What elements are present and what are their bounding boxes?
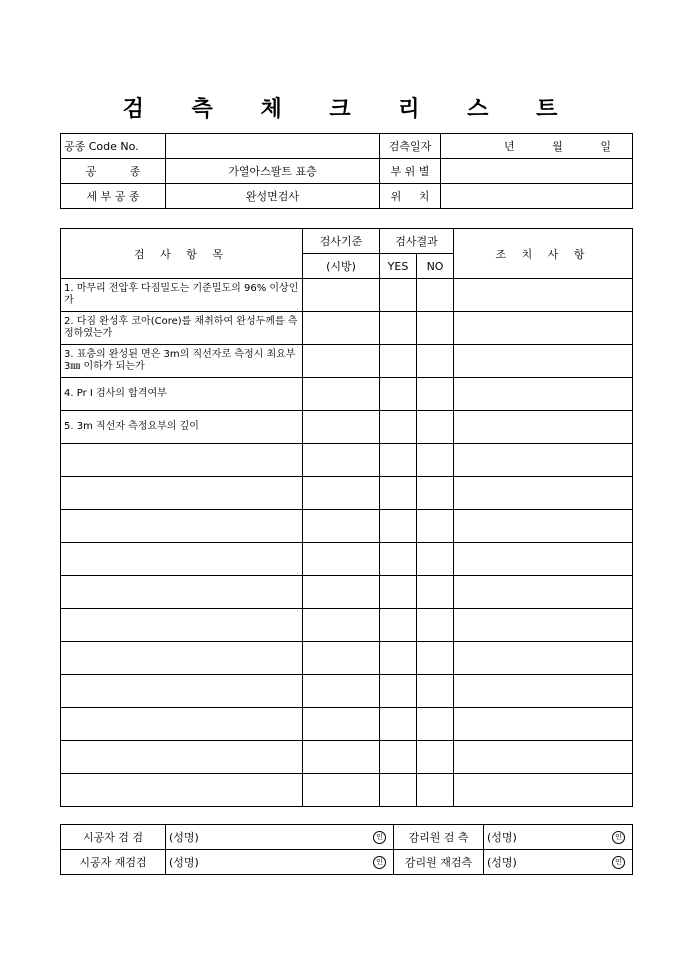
supervisor-recheck-seal	[564, 850, 633, 875]
checklist-yes-cell[interactable]	[380, 345, 417, 378]
checklist-item-text	[61, 708, 303, 741]
seal-icon: 인	[373, 856, 386, 869]
part-label: 부 위 별	[380, 159, 441, 184]
checklist-row	[61, 576, 633, 609]
supervisor-check-label: 감리원 검 측	[394, 825, 484, 850]
checklist-action-cell[interactable]	[454, 543, 633, 576]
checklist-yes-cell[interactable]	[380, 675, 417, 708]
checklist-yes-cell[interactable]	[380, 609, 417, 642]
checklist-no-cell[interactable]	[417, 279, 454, 312]
checklist-item-text	[61, 774, 303, 807]
date-label: 검측일자	[380, 134, 441, 159]
checklist-no-cell[interactable]	[417, 609, 454, 642]
checklist-row	[61, 312, 633, 345]
checklist-item-text	[61, 510, 303, 543]
checklist-yes-cell[interactable]	[380, 411, 417, 444]
part-value[interactable]	[441, 159, 633, 184]
work-value[interactable]: 가열아스팔트 표층	[166, 159, 380, 184]
header-action: 조 치 사 항	[454, 229, 633, 279]
checklist-standard-cell[interactable]	[303, 444, 380, 477]
checklist-standard-cell[interactable]	[303, 345, 380, 378]
checklist-item-text: 1. 마무리 전압후 다짐밀도는 기준밀도의 96% 이상인가	[61, 279, 303, 312]
checklist-no-cell[interactable]	[417, 312, 454, 345]
detail-value[interactable]: 완성면검사	[166, 184, 380, 209]
checklist-standard-cell[interactable]	[303, 642, 380, 675]
checklist-standard-cell[interactable]	[303, 708, 380, 741]
header-no: NO	[417, 254, 454, 279]
checklist-header-row-1	[61, 229, 633, 254]
supervisor-check-name[interactable]: (성명)	[484, 825, 564, 850]
checklist-no-cell[interactable]	[417, 378, 454, 411]
checklist-no-cell[interactable]	[417, 642, 454, 675]
checklist-item-text: 2. 다짐 완성후 코아(Core)를 채취하여 완성두께를 측정하였는가	[61, 312, 303, 345]
supervisor-check-seal	[564, 825, 633, 850]
checklist-no-cell[interactable]	[417, 543, 454, 576]
signature-row-1	[61, 825, 633, 850]
checklist-row	[61, 774, 633, 807]
info-row-code	[61, 134, 633, 159]
checklist-no-cell[interactable]	[417, 576, 454, 609]
checklist-yes-cell[interactable]	[380, 444, 417, 477]
checklist-item-text	[61, 576, 303, 609]
signature-table	[60, 824, 633, 875]
page-title: 검 측 체 크 리 스 트	[122, 96, 578, 122]
checklist-item-text: 4. Pr I 검사의 합격여부	[61, 378, 303, 411]
checklist-action-cell[interactable]	[454, 708, 633, 741]
checklist-action-cell[interactable]	[454, 312, 633, 345]
date-year-label: 년	[504, 140, 515, 153]
checklist-no-cell[interactable]	[417, 345, 454, 378]
checklist-yes-cell[interactable]	[380, 543, 417, 576]
checklist-yes-cell[interactable]	[380, 708, 417, 741]
header-item: 검 사 항 목	[61, 229, 303, 279]
checklist-standard-cell[interactable]	[303, 543, 380, 576]
contractor-check-label: 시공자 검 검	[61, 825, 166, 850]
checklist-row	[61, 444, 633, 477]
code-value[interactable]	[166, 134, 380, 159]
checklist-action-cell[interactable]	[454, 345, 633, 378]
checklist-action-cell[interactable]	[454, 741, 633, 774]
checklist-row	[61, 345, 633, 378]
checklist-row	[61, 609, 633, 642]
checklist-table	[60, 228, 633, 807]
checklist-yes-cell[interactable]	[380, 279, 417, 312]
contractor-recheck-seal	[297, 850, 394, 875]
checklist-action-cell[interactable]	[454, 510, 633, 543]
checklist-yes-cell[interactable]	[380, 312, 417, 345]
contractor-recheck-label: 시공자 재검검	[61, 850, 166, 875]
checklist-row	[61, 741, 633, 774]
date-month-label: 월	[552, 140, 563, 153]
seal-icon: 인	[612, 831, 625, 844]
checklist-action-cell[interactable]	[454, 378, 633, 411]
checklist-action-cell[interactable]	[454, 576, 633, 609]
checklist-no-cell[interactable]	[417, 411, 454, 444]
checklist-yes-cell[interactable]	[380, 741, 417, 774]
checklist-row	[61, 279, 633, 312]
checklist-action-cell[interactable]	[454, 411, 633, 444]
checklist-row	[61, 675, 633, 708]
supervisor-recheck-label: 감리원 재검측	[394, 850, 484, 875]
checklist-no-cell[interactable]	[417, 675, 454, 708]
location-value[interactable]	[441, 184, 633, 209]
checklist-row	[61, 411, 633, 444]
info-row-detail	[61, 184, 633, 209]
checklist-row	[61, 708, 633, 741]
contractor-check-seal	[297, 825, 394, 850]
checklist-no-cell[interactable]	[417, 444, 454, 477]
checklist-no-cell[interactable]	[417, 774, 454, 807]
checklist-yes-cell[interactable]	[380, 576, 417, 609]
supervisor-recheck-name[interactable]: (성명)	[484, 850, 564, 875]
checklist-row	[61, 477, 633, 510]
checklist-no-cell[interactable]	[417, 510, 454, 543]
checklist-yes-cell[interactable]	[380, 510, 417, 543]
checklist-row	[61, 510, 633, 543]
checklist-action-cell[interactable]	[454, 675, 633, 708]
checklist-standard-cell[interactable]	[303, 510, 380, 543]
checklist-standard-cell[interactable]	[303, 675, 380, 708]
checklist-item-text	[61, 609, 303, 642]
checklist-standard-cell[interactable]	[303, 576, 380, 609]
checklist-standard-cell[interactable]	[303, 774, 380, 807]
checklist-no-cell[interactable]	[417, 477, 454, 510]
checklist-action-cell[interactable]	[454, 774, 633, 807]
checklist-row	[61, 642, 633, 675]
checklist-yes-cell[interactable]	[380, 477, 417, 510]
checklist-yes-cell[interactable]	[380, 774, 417, 807]
checklist-yes-cell[interactable]	[380, 642, 417, 675]
location-label: 위 치	[380, 184, 441, 209]
checklist-row	[61, 543, 633, 576]
checklist-item-text: 3. 표층의 완성된 면은 3m의 직선자로 측정시 최요부 3㎜ 이하가 되는가	[61, 345, 303, 378]
checklist-standard-cell[interactable]	[303, 609, 380, 642]
contractor-check-name[interactable]: (성명)	[166, 825, 297, 850]
checklist-item-text	[61, 543, 303, 576]
signature-row-2	[61, 850, 633, 875]
checklist-item-text	[61, 741, 303, 774]
checklist-standard-cell[interactable]	[303, 378, 380, 411]
info-row-work	[61, 159, 633, 184]
checklist-yes-cell[interactable]	[380, 378, 417, 411]
contractor-recheck-name[interactable]: (성명)	[166, 850, 297, 875]
checklist-action-cell[interactable]	[454, 477, 633, 510]
checklist-no-cell[interactable]	[417, 741, 454, 774]
checklist-standard-cell[interactable]	[303, 477, 380, 510]
checklist-item-text	[61, 444, 303, 477]
seal-icon: 인	[373, 831, 386, 844]
checklist-action-cell[interactable]	[454, 279, 633, 312]
date-value[interactable]	[441, 134, 633, 159]
detail-label: 세 부 공 종	[61, 184, 166, 209]
checklist-row	[61, 378, 633, 411]
checklist-standard-cell[interactable]	[303, 411, 380, 444]
checklist-action-cell[interactable]	[454, 609, 633, 642]
checklist-item-text	[61, 675, 303, 708]
checklist-no-cell[interactable]	[417, 708, 454, 741]
header-standard-sub: (시방)	[303, 254, 380, 279]
checklist-standard-cell[interactable]	[303, 741, 380, 774]
date-day-label: 일	[600, 140, 611, 153]
checklist-item-text: 5. 3m 직선자 측정요부의 깊이	[61, 411, 303, 444]
checklist-action-cell[interactable]	[454, 642, 633, 675]
checklist-standard-cell[interactable]	[303, 279, 380, 312]
header-yes: YES	[380, 254, 417, 279]
header-standard: 검사기준	[303, 229, 380, 254]
checklist-standard-cell[interactable]	[303, 312, 380, 345]
info-table	[60, 133, 633, 209]
checklist-action-cell[interactable]	[454, 444, 633, 477]
checklist-item-text	[61, 642, 303, 675]
seal-icon: 인	[612, 856, 625, 869]
work-label: 공 종	[61, 159, 166, 184]
checklist-item-text	[61, 477, 303, 510]
code-label: 공종 Code No.	[61, 134, 166, 159]
header-result: 검사결과	[380, 229, 454, 254]
checklist-rows	[61, 279, 633, 807]
